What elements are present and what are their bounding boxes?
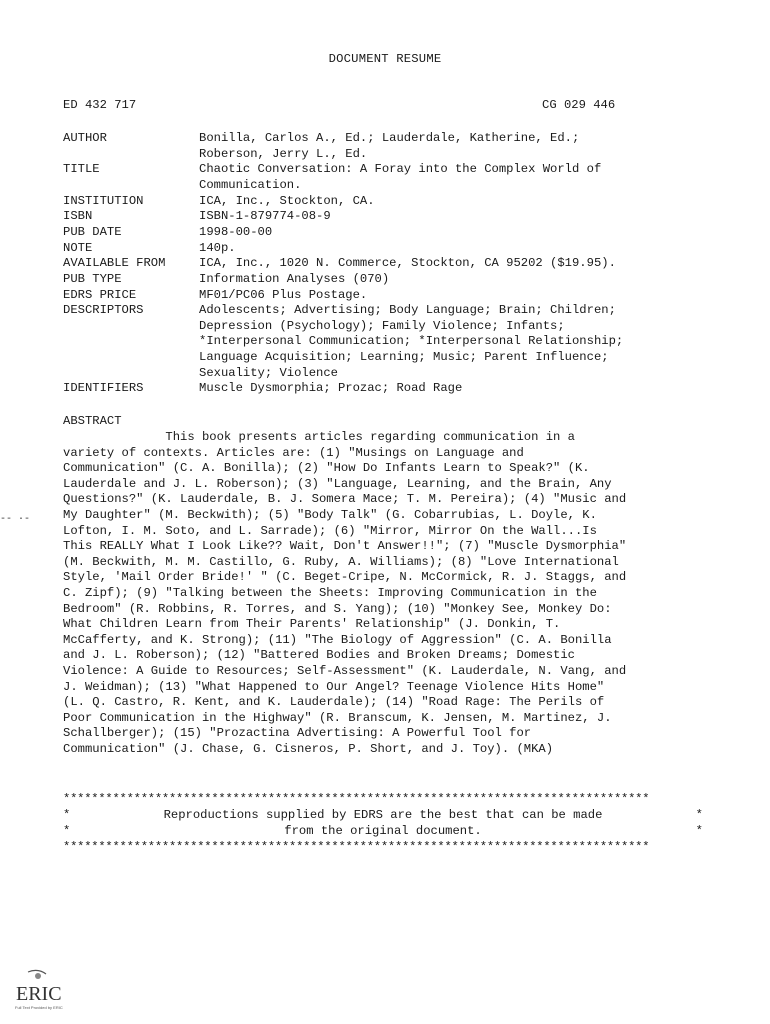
abstract-line: Bedroom" (R. Robbins, R. Torres, and S. Yang); (10) "Monkey See, Monkey Do: (63, 601, 612, 616)
border-star: * (63, 824, 71, 838)
border-star: * (695, 808, 703, 822)
ed-number: ED 432 717 (63, 98, 137, 112)
reproduction-text-1: Reproductions supplied by EDRS are the best that can be made (163, 808, 603, 822)
abstract-line: Style, 'Mail Order Bride!' " (C. Beget-Cripe, N. McCormick, R. J. Staggs, and (63, 570, 627, 585)
field-label: NOTE (63, 240, 93, 255)
field-value-line: *Interpersonal Communication; *Interpersonal Relationship; (199, 334, 624, 349)
reproduction-text-2: from the original document. (284, 824, 482, 838)
field-value-line: ICA, Inc., Stockton, CA. (199, 193, 375, 208)
field-value-line: ICA, Inc., 1020 N. Commerce, Stockton, CA 95202 ($19.95). (199, 256, 616, 271)
abstract-line: C. Zipf); (9) "Talking between the Sheets: Improving Communication in the (63, 585, 597, 600)
field-value-line: Roberson, Jerry L., Ed. (199, 146, 368, 161)
abstract-line: Violence: A Guide to Resources; Self-Assessment" (K. Lauderdale, N. Vang, and (63, 663, 627, 678)
field-label: DESCRIPTORS (63, 303, 144, 318)
field-value-line: Sexuality; Violence (199, 365, 338, 380)
field-value-line: Adolescents; Advertising; Body Language; Brain; Children; (199, 303, 616, 318)
field-label: ISBN (63, 209, 93, 224)
abstract-line: This book presents articles regarding communication in a (63, 430, 575, 444)
field-value-line: Communication. (199, 177, 302, 192)
field-value-line: 140p. (199, 240, 236, 255)
margin-mark: -- ·- (0, 514, 31, 525)
field-label: EDRS PRICE (63, 287, 137, 302)
eric-logo (14, 968, 68, 1012)
abstract-line: Lofton, I. M. Soto, and L. Sarrade); (6) "Mirror, Mirror On the Wall...Is (63, 523, 597, 538)
abstract-line: variety of contexts. Articles are: (1) "Musings on Language and (63, 445, 524, 460)
field-label: IDENTIFIERS (63, 381, 144, 396)
abstract-line: McCafferty, and K. Strong); (11) "The Biology of Aggression" (C. A. Bonilla (63, 632, 612, 647)
abstract-line: Questions?" (K. Lauderdale, B. J. Somera Mace; T. M. Pereira); (4) "Music and (63, 492, 627, 507)
border-star: * (63, 808, 71, 822)
abstract-line: What Children Learn from Their Parents' Relationship" (J. Donkin, T. (63, 617, 561, 632)
field-value-line: Chaotic Conversation: A Foray into the Complex World of (199, 162, 602, 177)
field-label: PUB DATE (63, 224, 122, 239)
field-value-line: Muscle Dysmorphia; Prozac; Road Rage (199, 381, 463, 396)
abstract-line: Poor Communication in the Highway" (R. Branscum, K. Jensen, M. Martinez, J. (63, 710, 612, 725)
reproduction-border-top: *********************************************************************************** (63, 792, 650, 806)
abstract-line: J. Weidman); (13) "What Happened to Our Angel? Teenage Violence Hits Home" (63, 679, 605, 694)
field-label: TITLE (63, 162, 100, 177)
eric-logo-mark (28, 970, 46, 979)
field-value-line: ISBN-1-879774-08-9 (199, 209, 331, 224)
field-value-line: MF01/PC06 Plus Postage. (199, 287, 368, 302)
field-value-line: Depression (Psychology); Family Violence; Infants; (199, 318, 565, 333)
abstract-line: Schallberger); (15) "Prozactina Advertising: A Powerful Tool for (63, 726, 532, 741)
abstract-body (63, 430, 713, 757)
field-label: PUB TYPE (63, 271, 122, 286)
abstract-heading: ABSTRACT (63, 414, 122, 428)
field-value-line: Bonilla, Carlos A., Ed.; Lauderdale, Katherine, Ed.; (199, 131, 580, 145)
field-value-line: 1998-00-00 (199, 224, 273, 239)
field-value-line: Information Analyses (070) (199, 271, 390, 286)
abstract-line: Communication" (C. A. Bonilla); (2) "How Do Infants Learn to Speak?" (K. (63, 461, 590, 476)
cg-number: CG 029 446 (542, 98, 616, 112)
border-star: * (695, 824, 703, 838)
field-label: AVAILABLE FROM (63, 256, 166, 271)
abstract-line: and J. L. Roberson); (12) "Battered Bodies and Broken Dreams; Domestic (63, 648, 575, 663)
reproduction-border-bottom: *********************************************************************************** (63, 840, 650, 854)
document-title: DOCUMENT RESUME (328, 52, 442, 66)
field-value-line: Language Acquisition; Learning; Music; Parent Influence; (199, 350, 609, 365)
field-label: INSTITUTION (63, 193, 144, 208)
abstract-line: My Daughter" (M. Beckwith); (5) "Body Talk" (G. Cobarrubias, L. Doyle, K. (63, 507, 597, 522)
eric-logo-text: ERIC (16, 983, 62, 1005)
eric-logo-caption: Full Text Provided by ERIC (15, 1005, 63, 1010)
abstract-line: This REALLY What I Look Like?? Wait, Don't Answer!!"; (7) "Muscle Dysmorphia" (63, 539, 627, 554)
abstract-line: (L. Q. Castro, R. Kent, and K. Lauderdale); (14) "Road Rage: The Perils of (63, 695, 605, 710)
field-label: AUTHOR (63, 131, 107, 145)
abstract-line: Lauderdale and J. L. Roberson); (3) "Language, Learning, and the Brain, Any (63, 476, 612, 491)
abstract-line: (M. Beckwith, M. M. Castillo, G. Ruby, A. Williams); (8) "Love International (63, 554, 619, 569)
abstract-line: Communication" (J. Chase, G. Cisneros, P. Short, and J. Toy). (MKA) (63, 741, 554, 756)
